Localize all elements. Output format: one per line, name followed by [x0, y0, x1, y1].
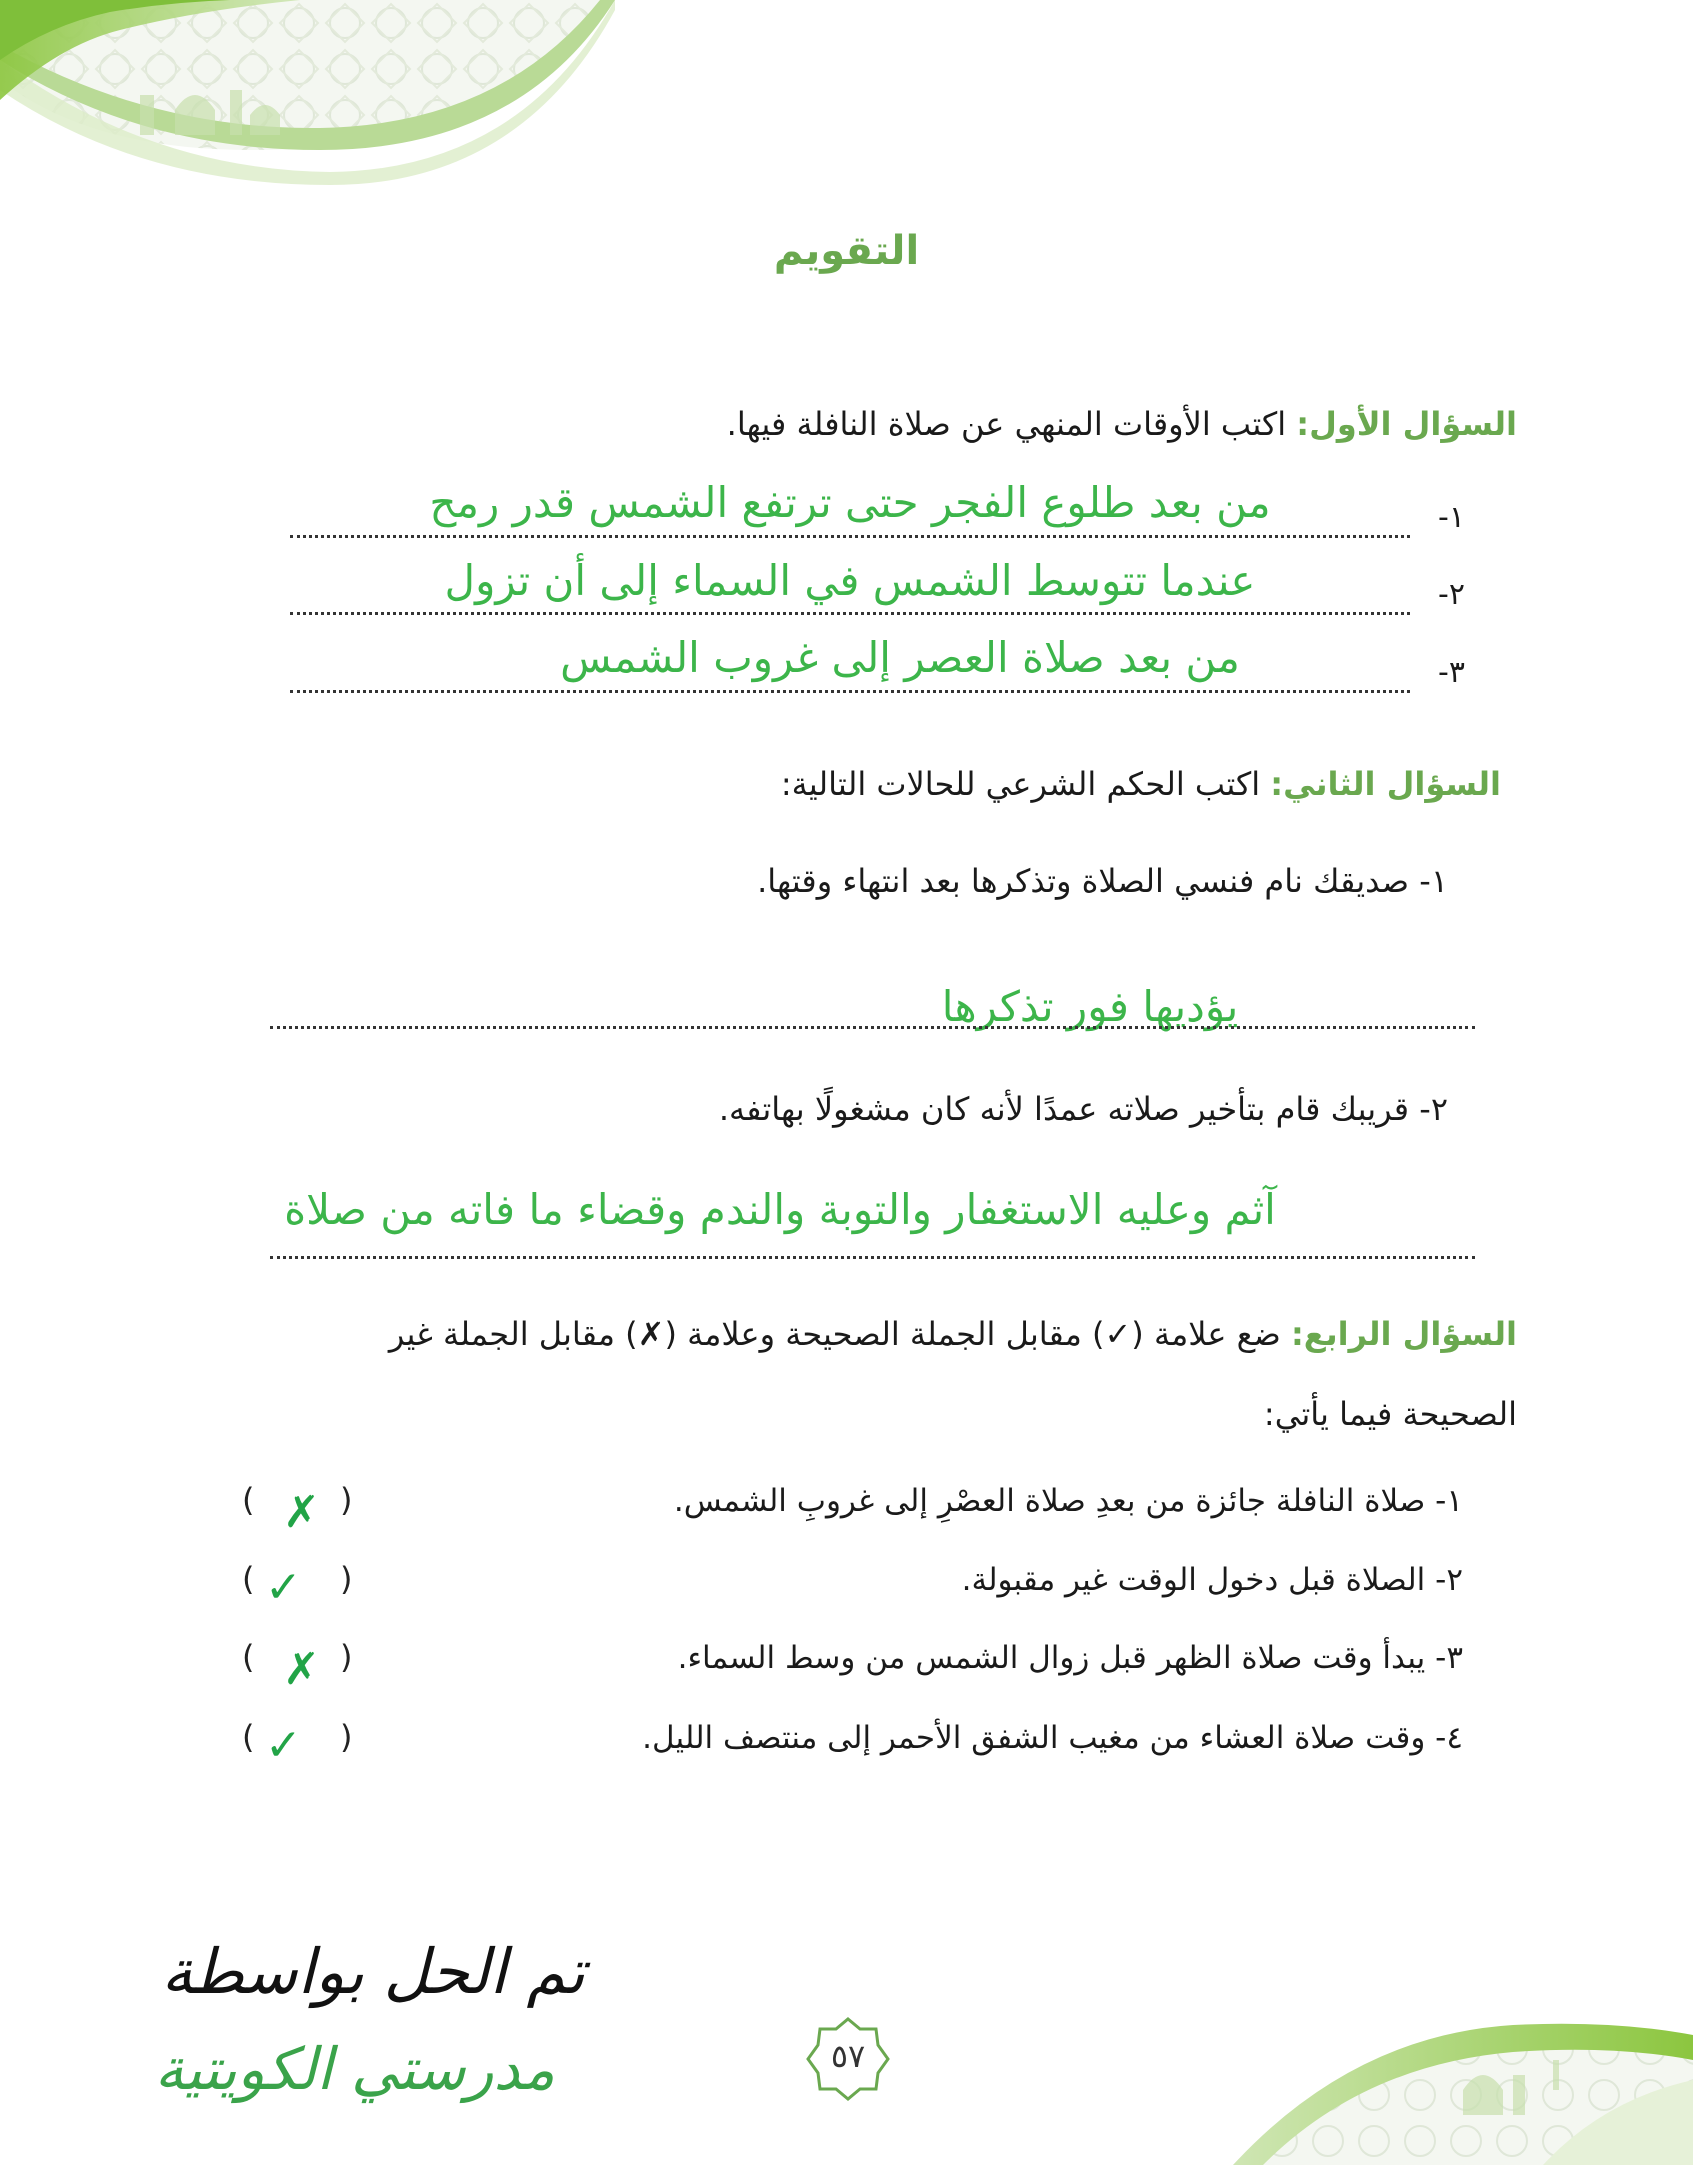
page-number: ٥٧	[830, 2037, 866, 2075]
q1-item-2-number: ٢-	[1438, 577, 1465, 612]
q4-item-3-text: ٣- يبدأ وقت صلاة الظهر قبل زوال الشمس من وسط السماء.	[677, 1640, 1463, 1676]
question-1-label: السؤال الأول:	[1296, 405, 1517, 443]
q1-item-3-number: ٣-	[1438, 655, 1465, 690]
q1-item-2-answer: عندما تتوسط الشمس في السماء إلى أن تزول	[444, 556, 1256, 605]
q4-item-3-cross-mark: ✗	[283, 1644, 320, 1695]
q4-item-1-text: ١- صلاة النافلة جائزة من بعدِ صلاة العصْرِ إلى غروبِ الشمس.	[673, 1483, 1463, 1519]
q4-item-1-cross-mark: ✗	[283, 1487, 320, 1538]
question-1-prompt: اكتب الأوقات المنهي عن صلاة النافلة فيها.	[726, 405, 1287, 443]
q4-item-3-close-paren: (	[242, 1638, 255, 1676]
question-4-label: السؤال الرابع:	[1290, 1315, 1517, 1353]
q4-item-2-close-paren: (	[242, 1560, 255, 1598]
bottom-corner-decoration	[1213, 1980, 1693, 2165]
question-2-label: السؤال الثاني:	[1270, 765, 1501, 803]
q2-case-1-text: ١- صديقك نام فنسي الصلاة وتذكرها بعد انتهاء وقتها.	[757, 862, 1448, 900]
q2-case-1-answer: يؤديها فور تذكرها	[941, 982, 1239, 1031]
credit-line-2: مدرستي الكويتية	[154, 2035, 555, 2103]
question-2-prompt: اكتب الحكم الشرعي للحالات التالية:	[780, 765, 1261, 803]
question-2-heading	[781, 765, 1501, 803]
q4-item-4-check-mark: ✓	[265, 1720, 302, 1771]
q4-item-1-open-paren: )	[340, 1481, 353, 1519]
q1-item-1-answer: من بعد طلوع الفجر حتى ترتفع الشمس قدر رمح	[429, 478, 1271, 527]
q2-case-2-answer: آثم وعليه الاستغفار والتوبة والندم وقضاء ما فاته من صلاة	[284, 1185, 1276, 1234]
q2-case-2-answer-line	[270, 1256, 1475, 1259]
q4-item-2-text: ٢- الصلاة قبل دخول الوقت غير مقبولة.	[961, 1562, 1463, 1598]
q4-item-2-check-mark: ✓	[265, 1562, 302, 1613]
q1-item-1-answer-line	[290, 535, 1410, 538]
q4-item-4-open-paren: )	[340, 1718, 353, 1756]
q1-item-2-answer-line	[290, 612, 1410, 615]
q4-item-1-close-paren: (	[242, 1481, 255, 1519]
q4-item-2-open-paren: )	[340, 1560, 353, 1598]
question-1-heading	[727, 405, 1517, 443]
q4-item-3-open-paren: )	[340, 1638, 353, 1676]
question-4-prompt-line-1: ضع علامة (✓) مقابل الجملة الصحيحة وعلامة (✗) مقابل الجملة غير	[388, 1315, 1281, 1353]
q4-item-4-close-paren: (	[242, 1718, 255, 1756]
question-4-heading-line-1	[389, 1315, 1517, 1353]
top-corner-decoration	[0, 0, 620, 185]
credit-line-1: تم الحل بواسطة	[161, 1935, 585, 2008]
solution-credit	[35, 1935, 595, 2135]
q1-item-1-number: ١-	[1438, 500, 1465, 535]
question-4-prompt-line-2: الصحيحة فيما يأتي:	[1263, 1395, 1517, 1433]
q1-item-3-answer-line	[290, 690, 1410, 693]
q1-item-3-answer: من بعد صلاة العصر إلى غروب الشمس	[560, 633, 1240, 682]
q4-item-4-text: ٤- وقت صلاة العشاء من مغيب الشفق الأحمر إلى منتصف الليل.	[642, 1720, 1463, 1756]
q2-case-2-text: ٢- قريبك قام بتأخير صلاته عمدًا لأنه كان مشغولًا بهاتفه.	[718, 1090, 1448, 1128]
q2-case-1-answer-line	[270, 1026, 1475, 1029]
page-title: التقويم	[773, 228, 920, 274]
